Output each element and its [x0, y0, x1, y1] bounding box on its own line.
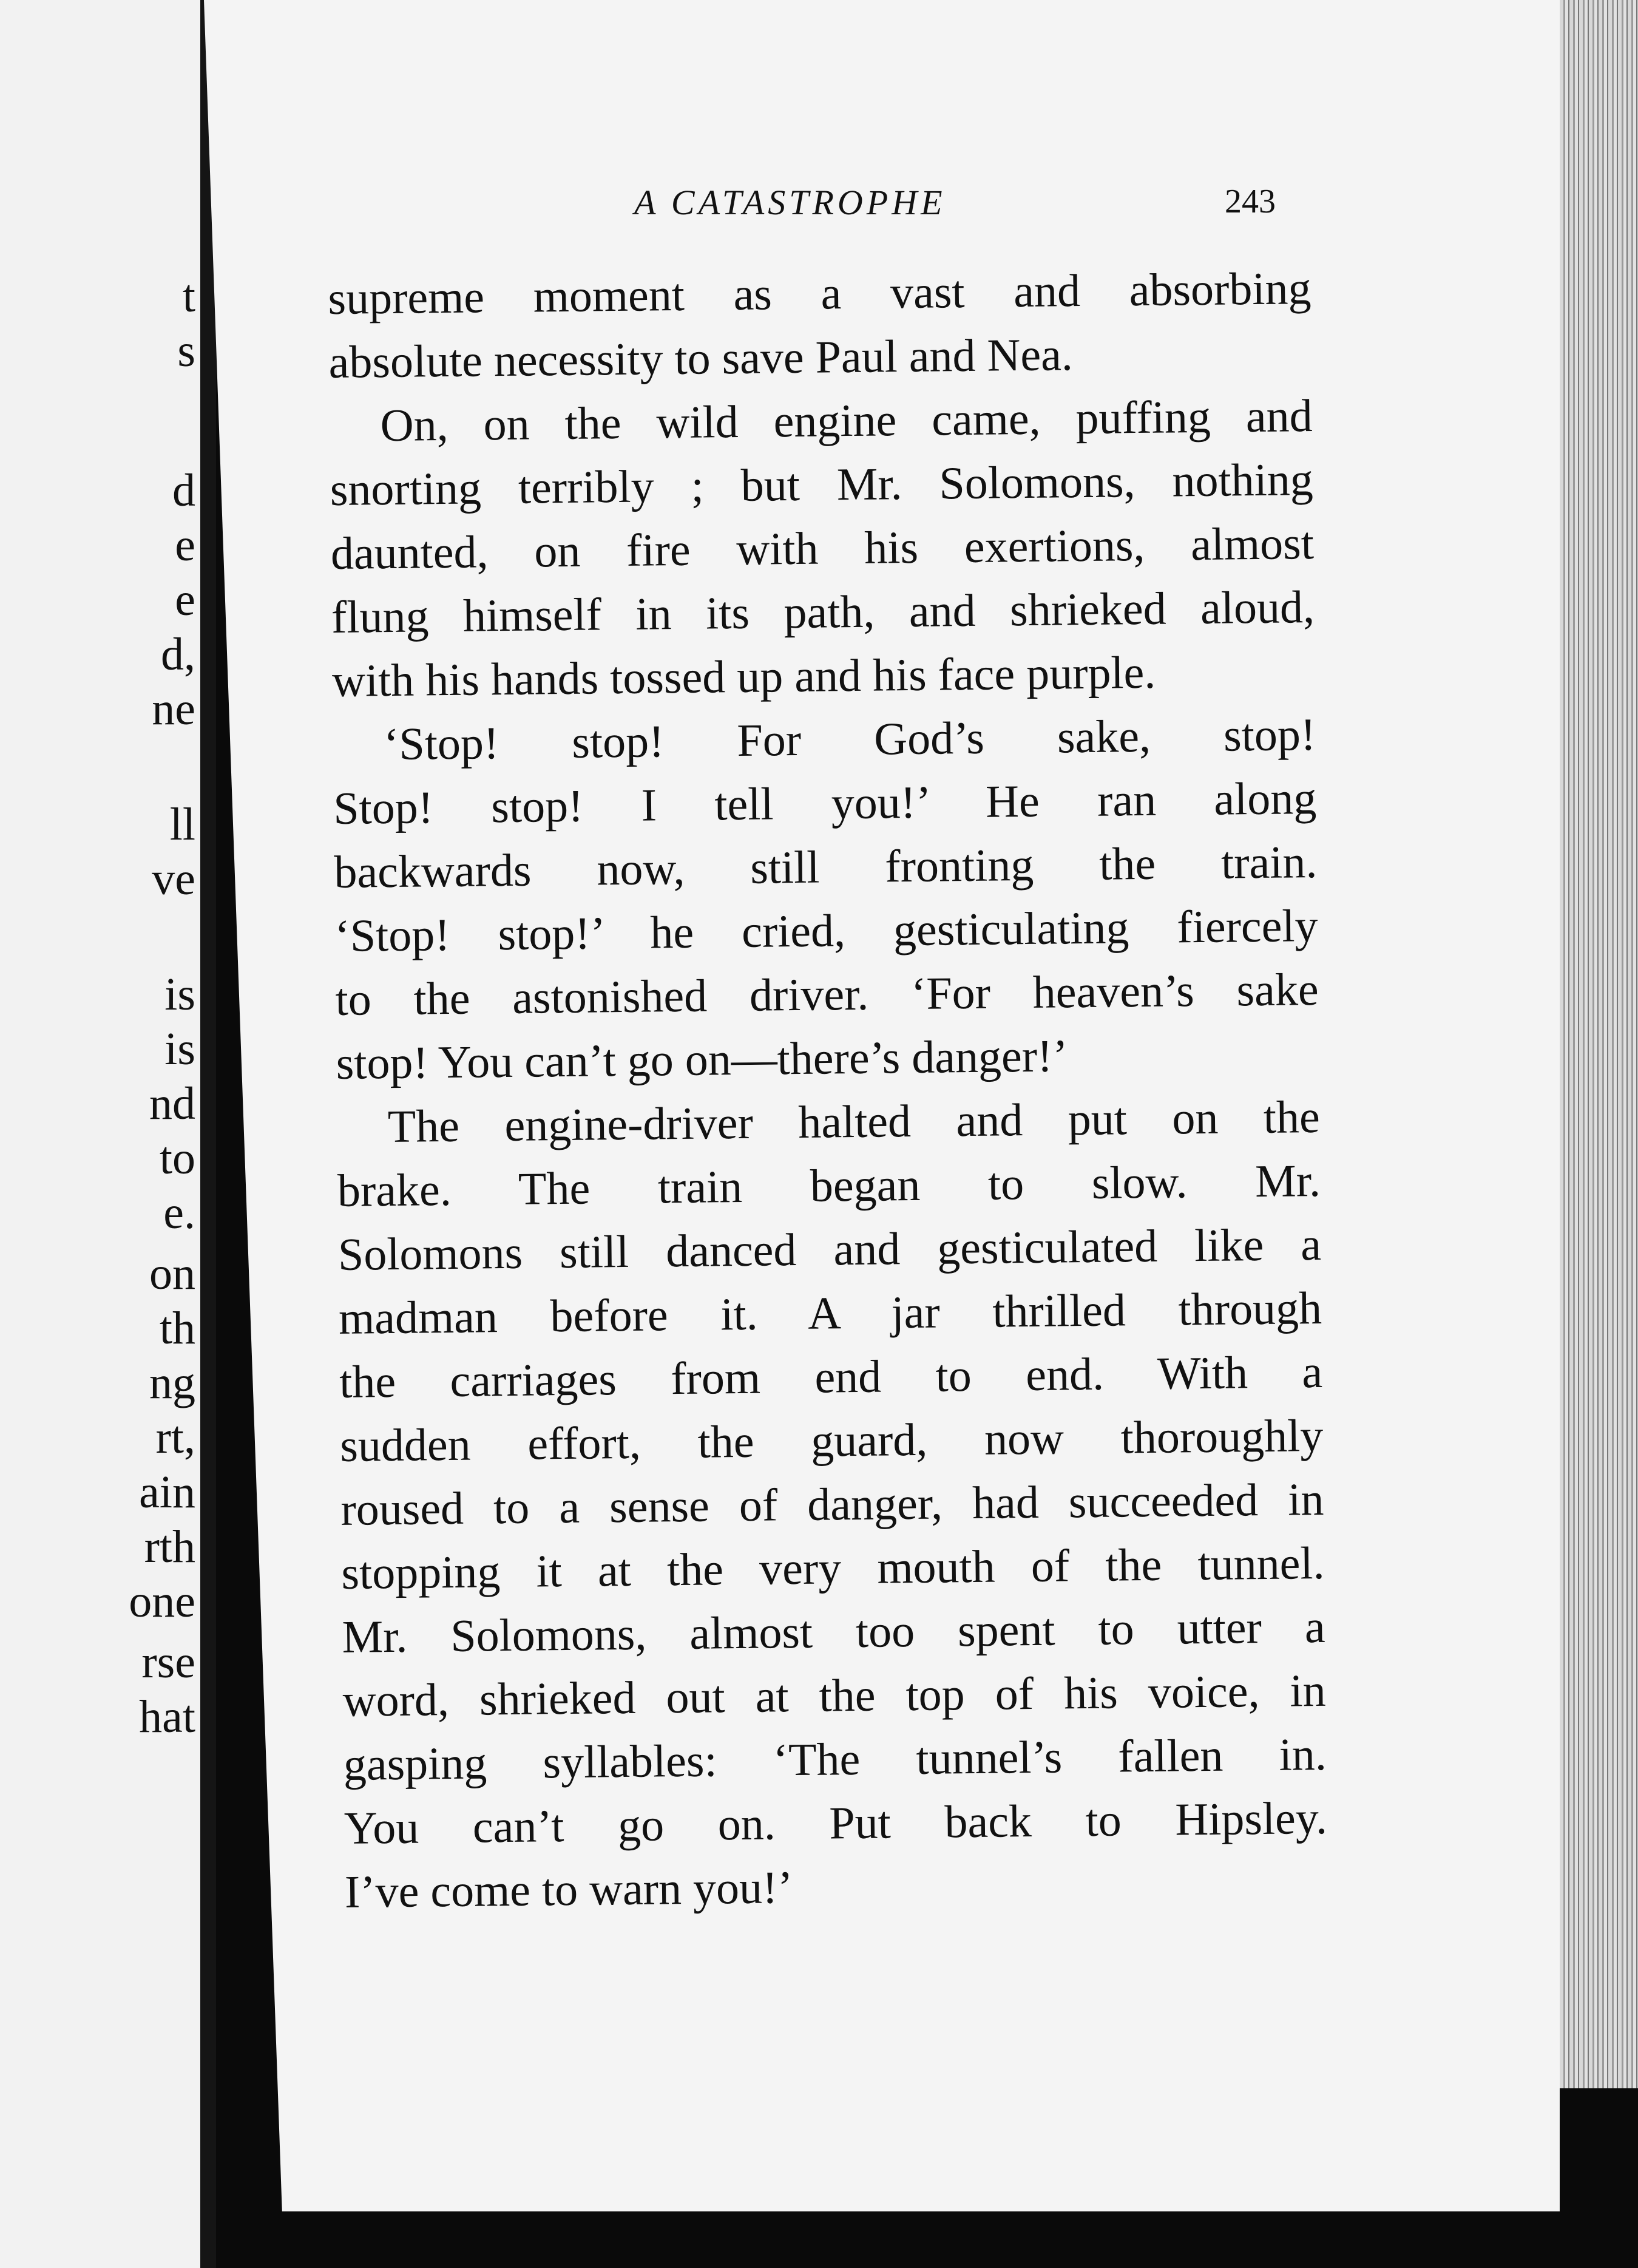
page-number: 243	[1225, 183, 1276, 220]
facing-page-fragment: s	[177, 325, 195, 376]
text-line: Mr. Solomons, almost too spent to utter a	[342, 1601, 1325, 1663]
body-text	[328, 257, 1328, 1924]
text-line: the carriages from end to end. With a	[339, 1346, 1323, 1408]
text-line: word, shrieked out at the top of his voice, in	[342, 1665, 1327, 1726]
text-line: to the astonished driver. ‘For heaven’s sake	[335, 963, 1319, 1025]
facing-page-fragment: rse	[141, 1637, 195, 1688]
facing-page-fragment: rt,	[155, 1412, 195, 1463]
text-line: On, on the wild engine came, puffing and	[380, 390, 1313, 452]
text-line: I’ve come to warn you!’	[344, 1862, 794, 1918]
facing-page-fragment: d	[172, 465, 195, 516]
text-line: brake. The train began to slow. Mr.	[337, 1155, 1321, 1217]
text-line: snorting terribly ; but Mr. Solomons, nothing	[330, 454, 1314, 515]
facing-page-fragment: on	[149, 1248, 195, 1299]
facing-page-fragment: e.	[163, 1187, 195, 1238]
facing-page-fragment: ne	[152, 684, 195, 735]
text-line: stopping it at the very mouth of the tunnel.	[341, 1537, 1325, 1599]
facing-page-fragment: e	[175, 520, 195, 571]
facing-page-fragment: hat	[139, 1691, 195, 1742]
text-line: Stop! stop! I tell you!’ He ran along	[333, 772, 1317, 834]
facing-page-fragment: to	[159, 1133, 195, 1184]
facing-page-fragment: ve	[152, 854, 195, 905]
page-stack-edge	[1560, 0, 1638, 2088]
text-line: with his hands tossed up and his face purple.	[331, 647, 1156, 707]
text-line: Solomons still danced and gesticulated like a	[337, 1218, 1322, 1280]
text-line: sudden effort, the guard, now thoroughly	[339, 1410, 1324, 1472]
text-line: You can’t go on. Put back to Hipsley.	[344, 1792, 1328, 1854]
text-line: madman before it. A jar thrilled through	[338, 1282, 1322, 1344]
text-line: flung himself in its path, and shrieked aloud,	[331, 582, 1315, 643]
background-shadow	[1560, 2088, 1638, 2268]
text-line: The engine-driver halted and put on the	[387, 1091, 1321, 1153]
text-line: absolute necessity to save Paul and Nea.	[328, 329, 1074, 388]
facing-page-fragment: ll	[169, 799, 195, 850]
text-line: backwards now, still fronting the train.	[334, 836, 1318, 898]
facing-page-fragment: nd	[149, 1078, 195, 1129]
text-line: stop! You can’t go on—there’s danger!’	[336, 1030, 1069, 1089]
text-line: daunted, on fire with his exertions, almost	[330, 518, 1315, 579]
running-title: A CATASTROPHE	[634, 183, 946, 222]
book-gutter	[200, 0, 216, 2268]
text-line: roused to a sense of danger, had succeeded in	[340, 1473, 1324, 1535]
facing-page-fragment: rth	[144, 1521, 195, 1572]
facing-page-fragment: th	[159, 1303, 195, 1354]
facing-page-fragment: d,	[161, 629, 195, 680]
facing-page-fragment: e	[175, 574, 195, 625]
text-line: gasping syllables: ‘The tunnel’s fallen in.	[343, 1728, 1327, 1790]
facing-page-fragment: one	[129, 1576, 195, 1627]
facing-page-edge	[0, 0, 204, 2268]
text-line: ‘Stop! stop! For God’s sake, stop!	[383, 708, 1316, 770]
text-line: supreme moment as a vast and absorbing	[328, 263, 1311, 324]
facing-page-fragment: is	[164, 969, 195, 1020]
facing-page-fragment: ain	[139, 1467, 195, 1518]
text-line: ‘Stop! stop!’ he cried, gesticulating fiercely	[334, 900, 1318, 962]
facing-page-fragment: ng	[149, 1357, 195, 1408]
facing-page-fragment: t	[182, 271, 195, 322]
facing-page-fragment: is	[164, 1024, 195, 1075]
